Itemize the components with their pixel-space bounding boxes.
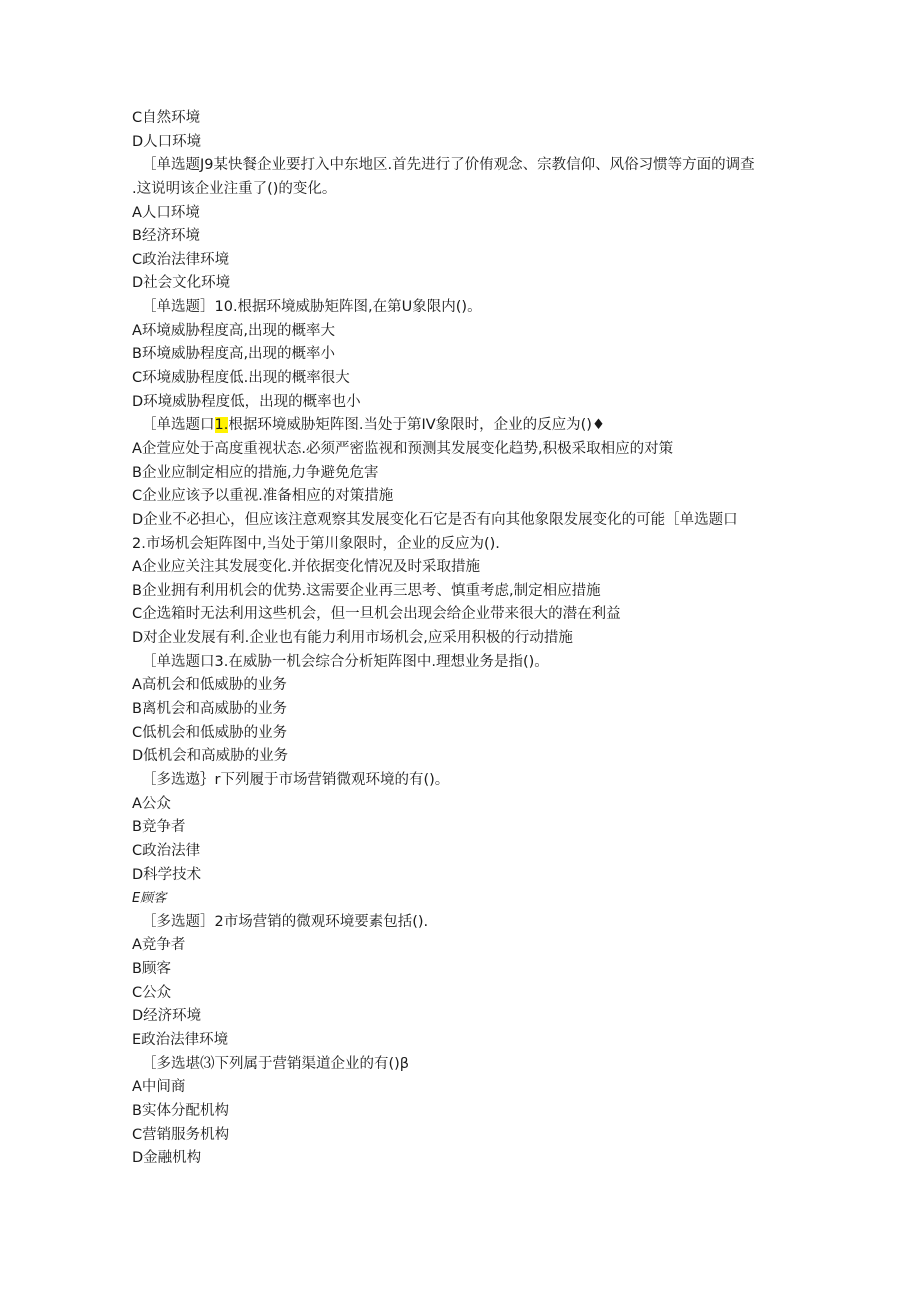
option-line: E政治法律环境 [132, 1031, 229, 1048]
option-line: A高机会和低威胁的业务 [132, 677, 287, 694]
question-line [132, 414, 792, 438]
question-line: ［单选题J9某快餐企业要打入中东地区.首先进行了价侑观念、宗教信仰、风俗习惯等方面的调查 [142, 157, 755, 174]
option-line: D金融机构 [132, 1150, 202, 1167]
option-line: 2.市场机会矩阵图中,当处于第川象限时，企业的反应为(). [132, 535, 500, 552]
line-text: 根据环境威胁矩阵图.当处于第IV象限时，企业的反应为()♦ [228, 417, 605, 434]
question-line: ［多选堪⑶下列属于营销渠道企业的有()β [142, 1055, 410, 1072]
option-line: A环境威胁程度高,出现的概率大 [132, 322, 336, 339]
option-line: D对企业发展有利.企业也有能力利用市场机会,应采用积极的行动措施 [132, 630, 573, 647]
option-line: B顾客 [132, 961, 171, 978]
option-line: C企业应该予以重视.准备相应的对策措施 [132, 488, 394, 505]
option-line: .这说明该企业注重了()的变化。 [132, 180, 337, 197]
option-line: A公众 [132, 795, 171, 812]
option-line: B企业拥有利用机会的优势.这需要企业再三思考、慎重考虑,制定相应措施 [132, 582, 601, 599]
option-line: B经济环境 [132, 228, 200, 245]
option-line: B离机会和高威胁的业务 [132, 701, 287, 718]
option-line: A中间商 [132, 1079, 186, 1096]
option-line: D经济环境 [132, 1008, 202, 1025]
option-line: C自然环境 [132, 110, 201, 126]
option-line: D企业不必担心，但应该注意观察其发展变化石它是否有向其他象限发展变化的可能［单选题口 [132, 511, 738, 528]
option-line: B环境威胁程度高,出现的概率小 [132, 346, 336, 363]
option-line: C企选箱时无法利用这些机会，但一旦机会出现会给企业带来很大的潜在利益 [132, 606, 621, 623]
line-text: ［单选题口 [142, 417, 215, 434]
question-line: ［多选遨｝r下列履于市场营销微观环境的有()。 [142, 771, 450, 788]
option-line: B企业应制定相应的措施,力争避免危害 [132, 464, 379, 481]
option-line: A企业应关注其发展变化.并依据变化情况及时采取措施 [132, 559, 481, 576]
option-line: C政治法律环境 [132, 251, 230, 268]
option-line: B实体分配机构 [132, 1102, 229, 1119]
option-line: A人口环境 [132, 204, 200, 221]
option-line: B竞争者 [132, 819, 186, 836]
option-line: C营销服务机构 [132, 1126, 230, 1143]
option-line: D低机会和高威胁的业务 [132, 748, 289, 765]
option-line: D环境威胁程度低，出现的概率也小 [132, 393, 361, 410]
option-line: A企萱应处于高度重视状态.必须严密监视和预测其发展变化趋势,积极采取相应的对策 [132, 440, 674, 457]
question-line: ［多选题］2市场营销的微观环境要素包括(). [142, 913, 429, 930]
option-line: D科学技术 [132, 866, 202, 883]
question-text [132, 107, 792, 1171]
option-line: C环境威胁程度低.出现的概率很大 [132, 370, 350, 387]
option-line: C公众 [132, 984, 172, 1001]
option-line: D人口环境 [132, 133, 202, 150]
option-line: D社会文化环境 [132, 275, 231, 292]
question-line: ［单选题口3.在威胁一机会综合分析矩阵图中.理想业务是指()。 [142, 653, 549, 670]
option-line: A竞争者 [132, 937, 186, 954]
option-line: C低机会和低威胁的业务 [132, 724, 288, 741]
highlighted-text: 1. [214, 417, 229, 434]
option-line: E顾客 [132, 891, 167, 907]
question-line: ［单选题］10.根据环境威胁矩阵图,在第U象限内()。 [142, 299, 482, 316]
option-line: C政治法律 [132, 842, 201, 859]
